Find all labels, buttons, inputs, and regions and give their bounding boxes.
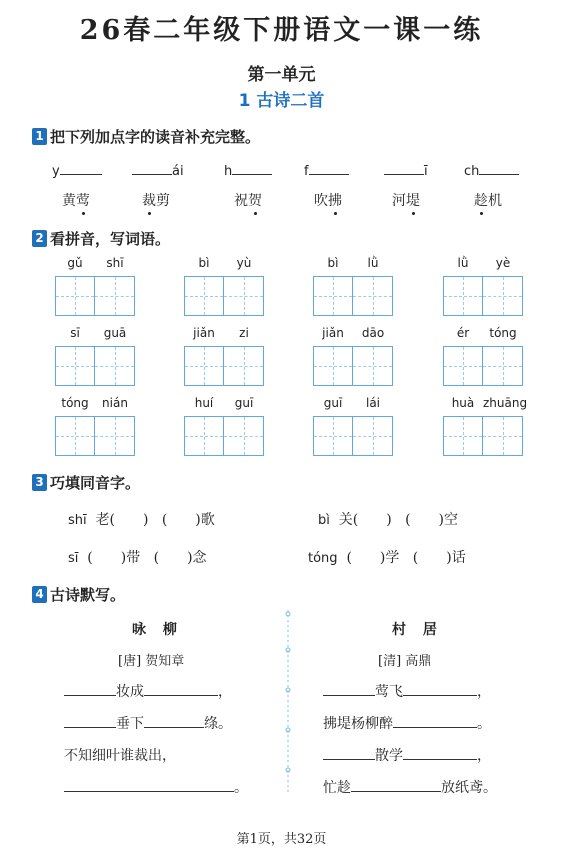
poem-author-right: [清] 高鼎 [378, 654, 432, 669]
word-item [443, 396, 528, 456]
pinyin-row [184, 326, 265, 344]
word-item [313, 256, 394, 316]
answer-line[interactable] [403, 681, 477, 696]
question-number-badge: 4 [32, 586, 47, 603]
pinyin-label: guī [323, 396, 343, 410]
writing-grid-pair [443, 416, 524, 456]
writing-cell[interactable] [55, 276, 95, 316]
writing-grid-pair [55, 346, 136, 386]
word-item [443, 256, 524, 316]
question-4-title: 古诗默写。 [50, 586, 126, 604]
lesson-title: 1 古诗二首 [238, 91, 325, 111]
writing-grid-pair [184, 276, 265, 316]
pinyin-label: yè [495, 256, 511, 270]
word-huangying: 黄莺 [62, 190, 90, 210]
pinyin-row [184, 396, 265, 414]
word-item [184, 326, 265, 386]
writing-cell[interactable] [224, 276, 264, 316]
pinyin-row [313, 256, 394, 274]
page-title: 26春二年级下册语文一课一练 [79, 15, 484, 46]
writing-cell[interactable] [55, 416, 95, 456]
answer-line[interactable] [144, 681, 218, 696]
pinyin-label: gǔ [67, 256, 83, 270]
answer-line[interactable] [323, 681, 375, 696]
homophone-group-si: sī ( )带 ( )念 [68, 550, 207, 566]
pinyin-label: bì [198, 256, 210, 270]
word-zhuhe: 祝贺 [234, 190, 262, 210]
question-number-badge: 3 [32, 474, 47, 491]
question-2-heading [32, 228, 170, 249]
homophone-group-bi: bì 关( ) ( )空 [318, 512, 459, 528]
page-footer: 第1页，共32页 [236, 832, 327, 847]
question-3-heading [32, 472, 140, 493]
homophone-group-shi: shī 老( ) ( )歌 [68, 512, 215, 528]
writing-cell[interactable] [95, 276, 135, 316]
poem-line: 。 [64, 777, 248, 797]
unit-title: 第一单元 [247, 65, 316, 85]
writing-cell[interactable] [353, 346, 393, 386]
poem-line: 拂堤杨柳醉 。 [323, 713, 491, 733]
word-chenji: 趁机 [474, 190, 502, 210]
writing-cell[interactable] [313, 276, 353, 316]
answer-line[interactable] [144, 713, 204, 728]
writing-grid-pair [443, 276, 524, 316]
pinyin-label: sī [70, 326, 80, 340]
pinyin-label: huà [451, 396, 475, 410]
pinyin-row [313, 396, 394, 414]
writing-grid-pair [313, 276, 394, 316]
pinyin-row [443, 396, 528, 414]
pinyin-row [55, 256, 136, 274]
word-caijian: 裁剪 [142, 190, 170, 210]
writing-cell[interactable] [184, 346, 224, 386]
poem-line: 忙趁 放纸鸢。 [323, 777, 497, 797]
pinyin-label: dāo [361, 326, 385, 340]
pinyin-label: yù [236, 256, 252, 270]
answer-line[interactable] [403, 745, 477, 760]
writing-cell[interactable] [95, 346, 135, 386]
pinyin-blank[interactable]: h [224, 162, 272, 179]
answer-line[interactable] [351, 777, 441, 792]
pinyin-row [184, 256, 265, 274]
poem-author-left: [唐] 贺知章 [118, 654, 185, 669]
writing-cell[interactable] [224, 346, 264, 386]
word-item [184, 396, 265, 456]
answer-line[interactable] [393, 713, 477, 728]
pinyin-label: zi [239, 326, 249, 340]
poem-line: 妆成 ， [64, 681, 232, 701]
answer-line[interactable] [64, 713, 116, 728]
poem-line: 不知细叶谁裁出， [64, 748, 176, 764]
word-chuifu: 吹拂 [314, 190, 342, 210]
pinyin-row [313, 326, 394, 344]
pinyin-label: jiǎn [193, 326, 215, 340]
homophone-group-tong: tóng ( )学 ( )话 [308, 550, 466, 566]
pinyin-label: shī [106, 256, 124, 270]
pinyin-label: zhuāng [483, 396, 528, 410]
pinyin-label: lǜ [367, 256, 379, 270]
pinyin-label: huí [194, 396, 214, 410]
word-item [55, 396, 136, 456]
writing-grid-pair [313, 346, 394, 386]
pinyin-label: ér [456, 326, 470, 340]
pinyin-label: lái [365, 396, 381, 410]
writing-cell[interactable] [443, 416, 483, 456]
word-item [313, 326, 394, 386]
question-1-heading [32, 126, 260, 147]
writing-cell[interactable] [483, 416, 523, 456]
pinyin-label: nián [102, 396, 128, 410]
pinyin-label: jiǎn [322, 326, 344, 340]
writing-grid-pair [184, 346, 265, 386]
pinyin-label: guā [103, 326, 127, 340]
pronunciation-exercise [52, 162, 532, 222]
pinyin-row [55, 326, 136, 344]
pinyin-label: tóng [489, 326, 517, 340]
question-number-badge: 1 [32, 128, 47, 145]
pinyin-row [55, 396, 136, 414]
pinyin-blank[interactable]: f [304, 162, 349, 179]
pinyin-label: tóng [61, 396, 89, 410]
writing-cell[interactable] [184, 276, 224, 316]
writing-cell[interactable] [443, 346, 483, 386]
word-item [55, 326, 136, 386]
question-1-title: 把下列加点字的读音补充完整。 [50, 128, 261, 146]
pinyin-blank[interactable]: ch [464, 162, 519, 179]
poem-title-cunju: 村 居 [392, 622, 443, 638]
writing-cell[interactable] [353, 276, 393, 316]
pinyin-row [443, 326, 524, 344]
question-2-title: 看拼音，写词语。 [50, 230, 171, 248]
writing-cell[interactable] [313, 416, 353, 456]
writing-cell[interactable] [353, 416, 393, 456]
pinyin-blank[interactable]: ái [132, 162, 184, 179]
word-item [55, 256, 136, 316]
writing-cell[interactable] [95, 416, 135, 456]
answer-line[interactable] [64, 777, 234, 792]
pinyin-row [443, 256, 524, 274]
question-4-heading [32, 584, 125, 605]
writing-cell[interactable] [483, 346, 523, 386]
writing-cell[interactable] [55, 346, 95, 386]
question-number-badge: 2 [32, 230, 47, 247]
pinyin-blank[interactable]: ī [384, 162, 428, 179]
pinyin-blank[interactable]: y [52, 162, 102, 179]
writing-cell[interactable] [483, 276, 523, 316]
pinyin-label: guī [234, 396, 254, 410]
poem-title-yongliu: 咏 柳 [132, 622, 183, 638]
poem-line: 垂下 绦。 [64, 713, 232, 733]
writing-grid-pair [443, 346, 524, 386]
writing-cell[interactable] [184, 416, 224, 456]
poem-line: 散学 ， [323, 745, 491, 765]
word-item [313, 396, 394, 456]
answer-line[interactable] [323, 745, 375, 760]
writing-cell[interactable] [313, 346, 353, 386]
writing-grid-pair [184, 416, 265, 456]
writing-grid-pair [313, 416, 394, 456]
writing-grid-pair [55, 276, 136, 316]
question-3-title: 巧填同音字。 [50, 474, 141, 492]
writing-cell[interactable] [443, 276, 483, 316]
writing-cell[interactable] [224, 416, 264, 456]
dotted-divider [285, 610, 291, 795]
pinyin-label: bì [327, 256, 339, 270]
answer-line[interactable] [64, 681, 116, 696]
word-hedi: 河堤 [392, 190, 420, 210]
word-item [184, 256, 265, 316]
pinyin-label: lǜ [457, 256, 469, 270]
poem-line: 莺飞 ， [323, 681, 491, 701]
writing-grid-pair [55, 416, 136, 456]
word-item [443, 326, 524, 386]
